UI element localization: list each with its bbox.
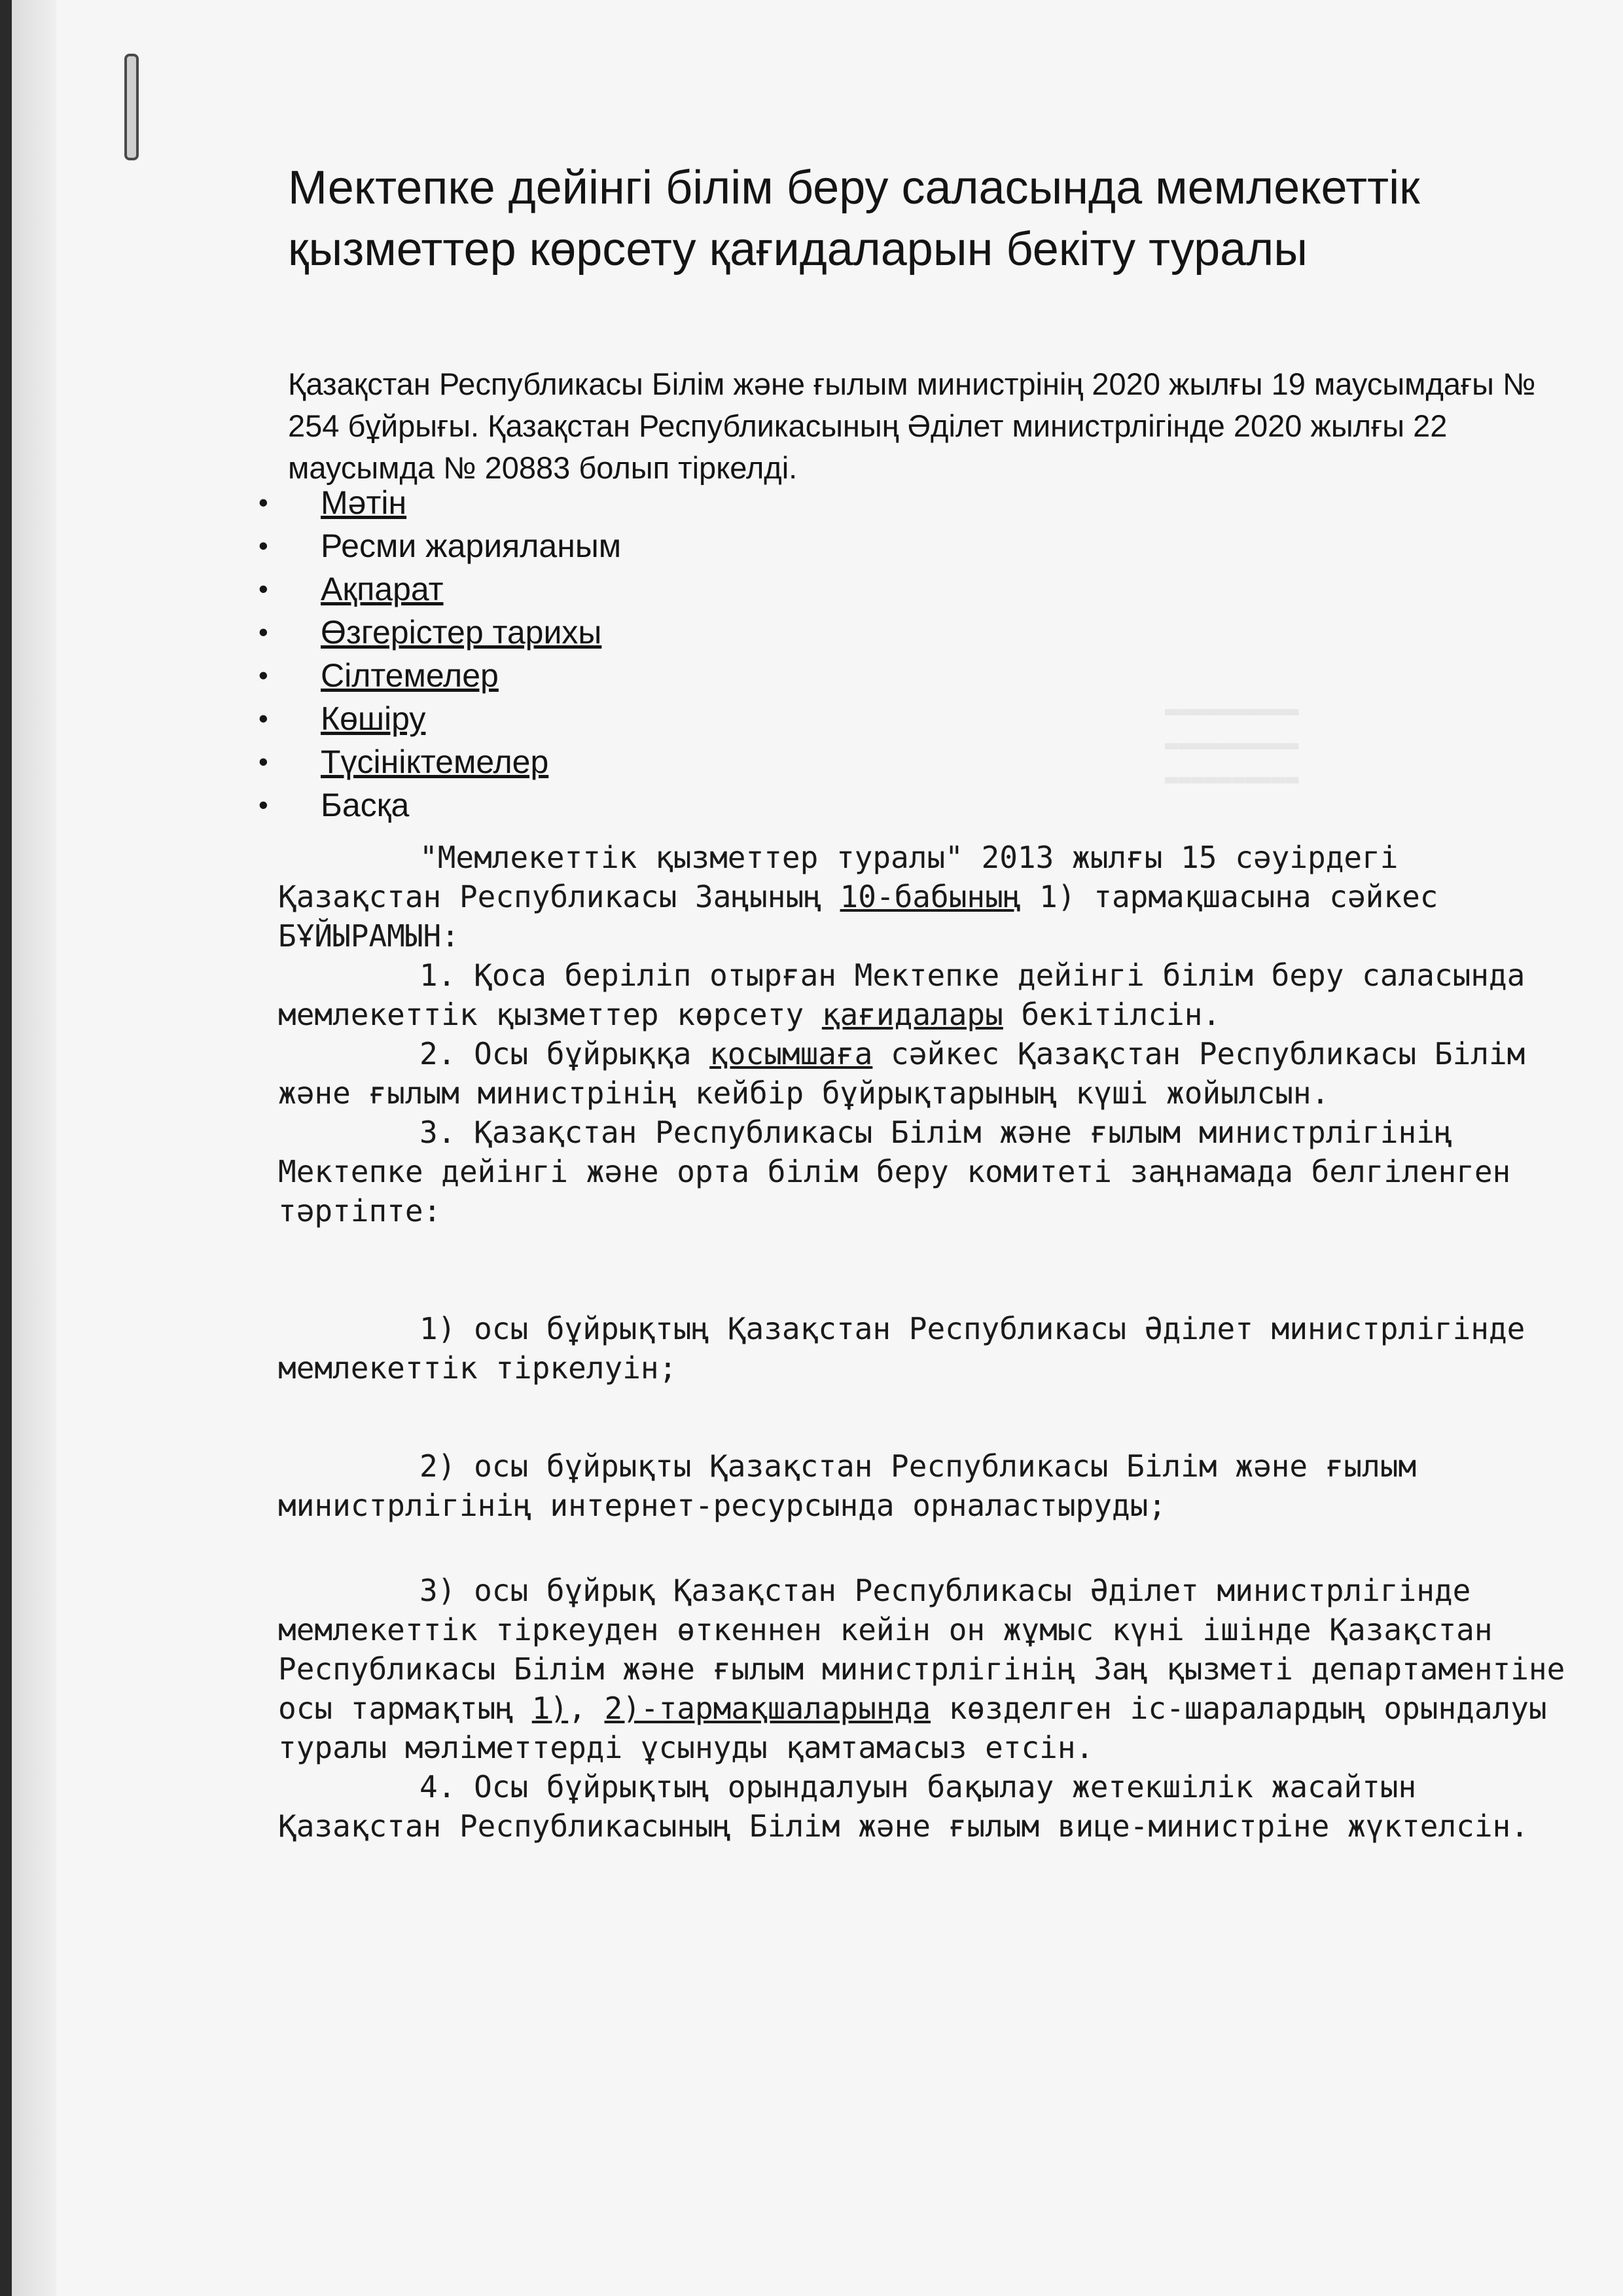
nav-item-text[interactable] <box>259 481 621 524</box>
nav-link-references[interactable]: Сілтемелер <box>321 657 499 694</box>
nav-item-information[interactable] <box>259 567 621 611</box>
item-2: 2. Осы бұйрыққа қосымшаға сәйкес Қазақстан Республикасы Білім және ғылым министрінің кейбір бұйрықтарының күші жойылсын. <box>278 1036 1525 1111</box>
link-article-10[interactable]: 10-бабының <box>840 879 1022 914</box>
bleed-through: ▬▬▬▬▬▬▬▬▬▬ ▬▬▬▬▬▬▬▬▬▬ ▬▬▬▬▬▬▬▬▬▬ <box>1165 698 1299 792</box>
nav-item-official-publication <box>259 524 621 567</box>
link-subitem-1[interactable]: 1) <box>531 1691 569 1726</box>
nav-item-change-history[interactable] <box>259 611 621 654</box>
nav-label-other: Басқа <box>321 787 410 823</box>
link-rules[interactable]: қағидалары <box>821 997 1003 1032</box>
document-nav <box>259 481 621 827</box>
item-1: 1. Қоса беріліп отырған Мектепке дейінгі білім беру саласында мемлекеттік қызметтер көрсету қағидалары бекітілсін. <box>278 958 1525 1032</box>
nav-item-copy[interactable] <box>259 697 621 740</box>
nav-item-comments[interactable] <box>259 740 621 783</box>
subitem-2: 2) осы бұйрықты Қазақстан Республикасы Білім және ғылым министрлігінің интернет-ресурсында орналастыруды; <box>278 1448 1417 1523</box>
link-subitem-2[interactable]: 2)-тармақшаларында <box>604 1691 931 1726</box>
nav-link-change-history[interactable]: Өзгерістер тарихы <box>321 614 602 651</box>
nav-link-copy[interactable]: Көшіру <box>321 700 426 737</box>
item-3: 3. Қазақстан Республикасы Білім және ғылым министрлігінің Мектепке дейінгі және орта білім беру комитеті заңнамада белгіленген тәртіпте: <box>278 1115 1511 1229</box>
scan-edge <box>0 0 56 2296</box>
nav-link-text[interactable]: Мәтін <box>321 484 407 521</box>
nav-item-references[interactable] <box>259 654 621 697</box>
link-appendix[interactable]: қосымшаға <box>709 1036 873 1071</box>
nav-link-information[interactable]: Ақпарат <box>321 571 444 607</box>
nav-item-other <box>259 783 621 827</box>
subitem-1: 1) осы бұйрықтың Қазақстан Республикасы Әділет министрлігінде мемлекеттік тіркелуін; <box>278 1311 1525 1386</box>
nav-link-comments[interactable]: Түсініктемелер <box>321 744 549 780</box>
document-subtitle: Қазақстан Республикасы Білім және ғылым министрінің 2020 жылғы 19 маусымдағы № 254 бұйрығы. Қазақстан Республикасының Әділет министрлігінде 2020 жылғы 22 маусымда № 20883 болып тіркелді. <box>288 367 1536 485</box>
subitem-3: 3) осы бұйрық Қазақстан Республикасы Әділет министрлігінде мемлекеттік тіркеуден өткеннен кейін он жұмыс күні ішінде Қазақстан Республикасы Білім және ғылым министрлігінің Заң қызметі департаментіне осы тармақтың 1), 2)-тармақшаларында көзделген іс-шаралардың орындалуы туралы мәліметтерді ұсынуды қамтамасыз етсін. <box>278 1573 1565 1765</box>
page-title: Мектепке дейінгі білім беру саласында мемлекеттік қызметтер көрсету қағидаларын бекіту туралы <box>288 162 1420 276</box>
staple-icon <box>124 54 139 160</box>
preamble-paragraph: "Мемлекеттік қызметтер туралы" 2013 жылғы 15 сәуірдегі Қазақстан Республикасы Заңының 10-бабының 1) тармақшасына сәйкес БҰЙЫРАМЫН: <box>278 840 1438 954</box>
item-4: 4. Осы бұйрықтың орындалуын бақылау жетекшілік жасайтын Қазақстан Республикасының Білім және ғылым вице-министріне жүктелсін. <box>278 1769 1529 1844</box>
document-body <box>278 838 1574 1846</box>
nav-label-official-publication: Ресми жарияланым <box>321 528 622 564</box>
